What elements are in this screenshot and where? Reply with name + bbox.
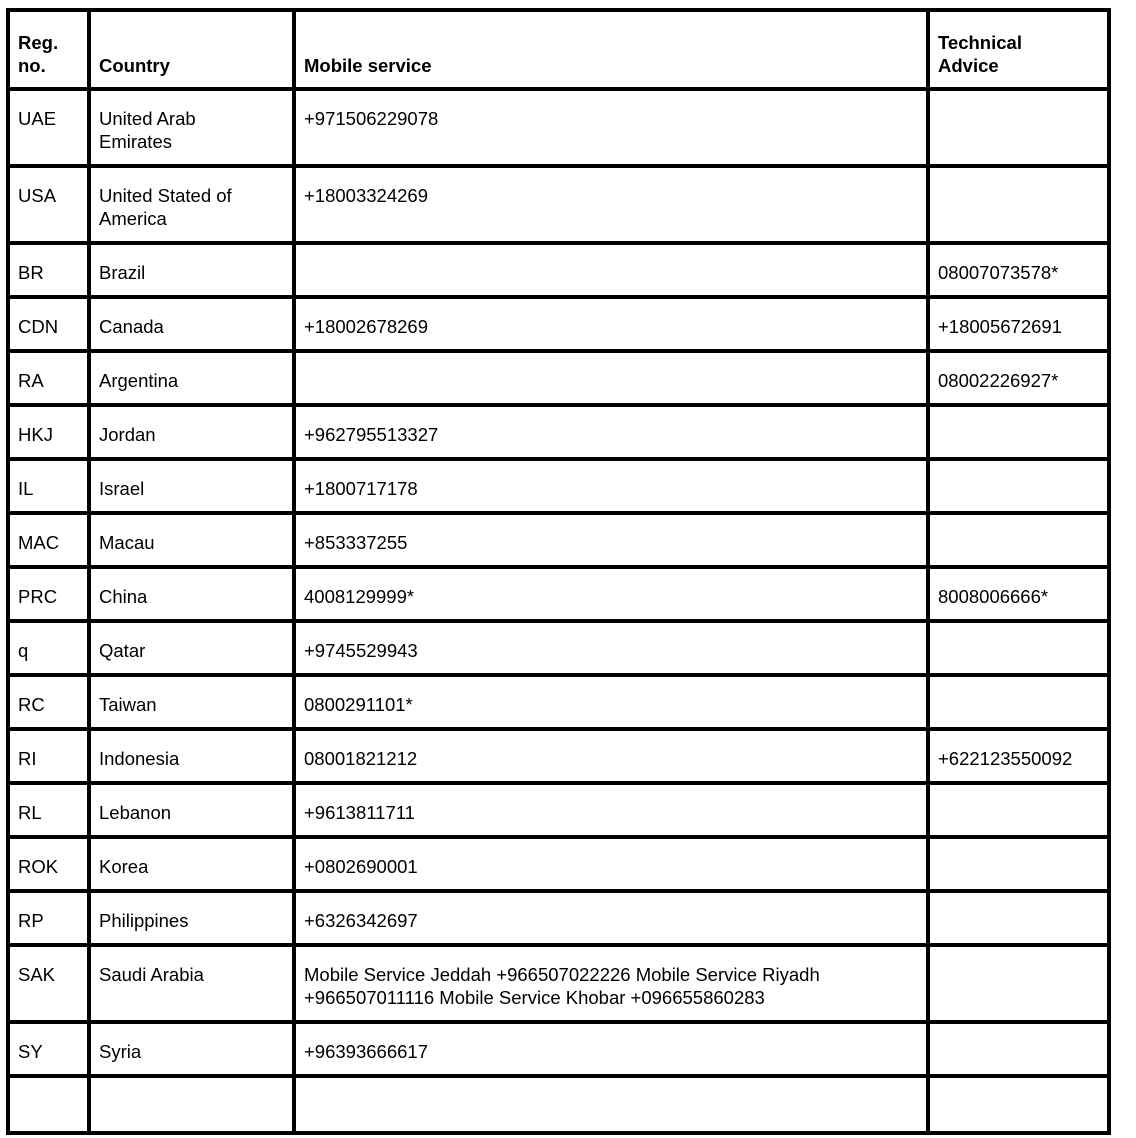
cell-country: Israel [89,459,294,513]
cell-country: Korea [89,837,294,891]
cell-reg-no: RA [8,351,89,405]
cell-reg-no: MAC [8,513,89,567]
cell-country: Philippines [89,891,294,945]
table-row [8,459,1109,513]
cell-mobile-service: +853337255 [294,513,928,567]
cell-country: Canada [89,297,294,351]
cell-technical-advice [928,675,1109,729]
table-row [8,89,1109,166]
cell-country: Lebanon [89,783,294,837]
cell-technical-advice [928,621,1109,675]
cell-technical-advice [928,166,1109,243]
header-row [8,10,1109,89]
cell-country [89,1076,294,1133]
cell-technical-advice [928,945,1109,1022]
cell-mobile-service [294,243,928,297]
cell-reg-no: IL [8,459,89,513]
table-row [8,405,1109,459]
cell-technical-advice: +18005672691 [928,297,1109,351]
header-mobile-service: Mobile service [294,10,928,89]
cell-reg-no: RC [8,675,89,729]
cell-reg-no: ROK [8,837,89,891]
table-row [8,166,1109,243]
cell-mobile-service: 0800291101* [294,675,928,729]
cell-technical-advice [928,1076,1109,1133]
cell-mobile-service [294,351,928,405]
header-country: Country [89,10,294,89]
cell-mobile-service [294,1076,928,1133]
cell-reg-no: RI [8,729,89,783]
cell-technical-advice: 08007073578* [928,243,1109,297]
table-row [8,1076,1109,1133]
table-row [8,783,1109,837]
table-row [8,1022,1109,1076]
cell-technical-advice: 08002226927* [928,351,1109,405]
table-row [8,621,1109,675]
cell-country: Syria [89,1022,294,1076]
table-row [8,513,1109,567]
cell-reg-no: CDN [8,297,89,351]
cell-reg-no [8,1076,89,1133]
cell-reg-no: UAE [8,89,89,166]
cell-mobile-service: Mobile Service Jeddah +966507022226 Mobile Service Riyadh +966507011116 Mobile Service Khobar +096655860283 [294,945,928,1022]
table-row [8,243,1109,297]
cell-country: United Stated of America [89,166,294,243]
cell-mobile-service: +18003324269 [294,166,928,243]
table-row [8,729,1109,783]
cell-mobile-service: +6326342697 [294,891,928,945]
cell-country: Jordan [89,405,294,459]
cell-mobile-service: +96393666617 [294,1022,928,1076]
cell-mobile-service: +9745529943 [294,621,928,675]
cell-technical-advice [928,837,1109,891]
cell-country: Taiwan [89,675,294,729]
cell-mobile-service: +9613811711 [294,783,928,837]
cell-mobile-service: 4008129999* [294,567,928,621]
cell-reg-no: RL [8,783,89,837]
table-row [8,567,1109,621]
table-row [8,351,1109,405]
cell-technical-advice: 8008006666* [928,567,1109,621]
cell-country: Saudi Arabia [89,945,294,1022]
cell-technical-advice [928,89,1109,166]
cell-mobile-service: +962795513327 [294,405,928,459]
cell-country: Qatar [89,621,294,675]
cell-reg-no: BR [8,243,89,297]
service-contacts-table [6,8,1111,1135]
cell-technical-advice: +622123550092 [928,729,1109,783]
cell-country: Macau [89,513,294,567]
cell-mobile-service: 08001821212 [294,729,928,783]
header-reg-no: Reg. no. [8,10,89,89]
cell-country: Indonesia [89,729,294,783]
cell-technical-advice [928,1022,1109,1076]
cell-technical-advice [928,513,1109,567]
cell-country: China [89,567,294,621]
cell-mobile-service: +971506229078 [294,89,928,166]
cell-reg-no: PRC [8,567,89,621]
cell-technical-advice [928,783,1109,837]
table-row [8,837,1109,891]
cell-reg-no: HKJ [8,405,89,459]
cell-technical-advice [928,459,1109,513]
cell-mobile-service: +18002678269 [294,297,928,351]
cell-mobile-service: +1800717178 [294,459,928,513]
table-row [8,891,1109,945]
cell-technical-advice [928,405,1109,459]
cell-country: United Arab Emirates [89,89,294,166]
cell-technical-advice [928,891,1109,945]
cell-reg-no: SAK [8,945,89,1022]
table-row [8,297,1109,351]
table-row [8,675,1109,729]
table-row [8,945,1109,1022]
cell-reg-no: SY [8,1022,89,1076]
cell-country: Brazil [89,243,294,297]
cell-reg-no: USA [8,166,89,243]
header-technical-advice: Technical Advice [928,10,1109,89]
cell-country: Argentina [89,351,294,405]
cell-mobile-service: +0802690001 [294,837,928,891]
cell-reg-no: q [8,621,89,675]
cell-reg-no: RP [8,891,89,945]
